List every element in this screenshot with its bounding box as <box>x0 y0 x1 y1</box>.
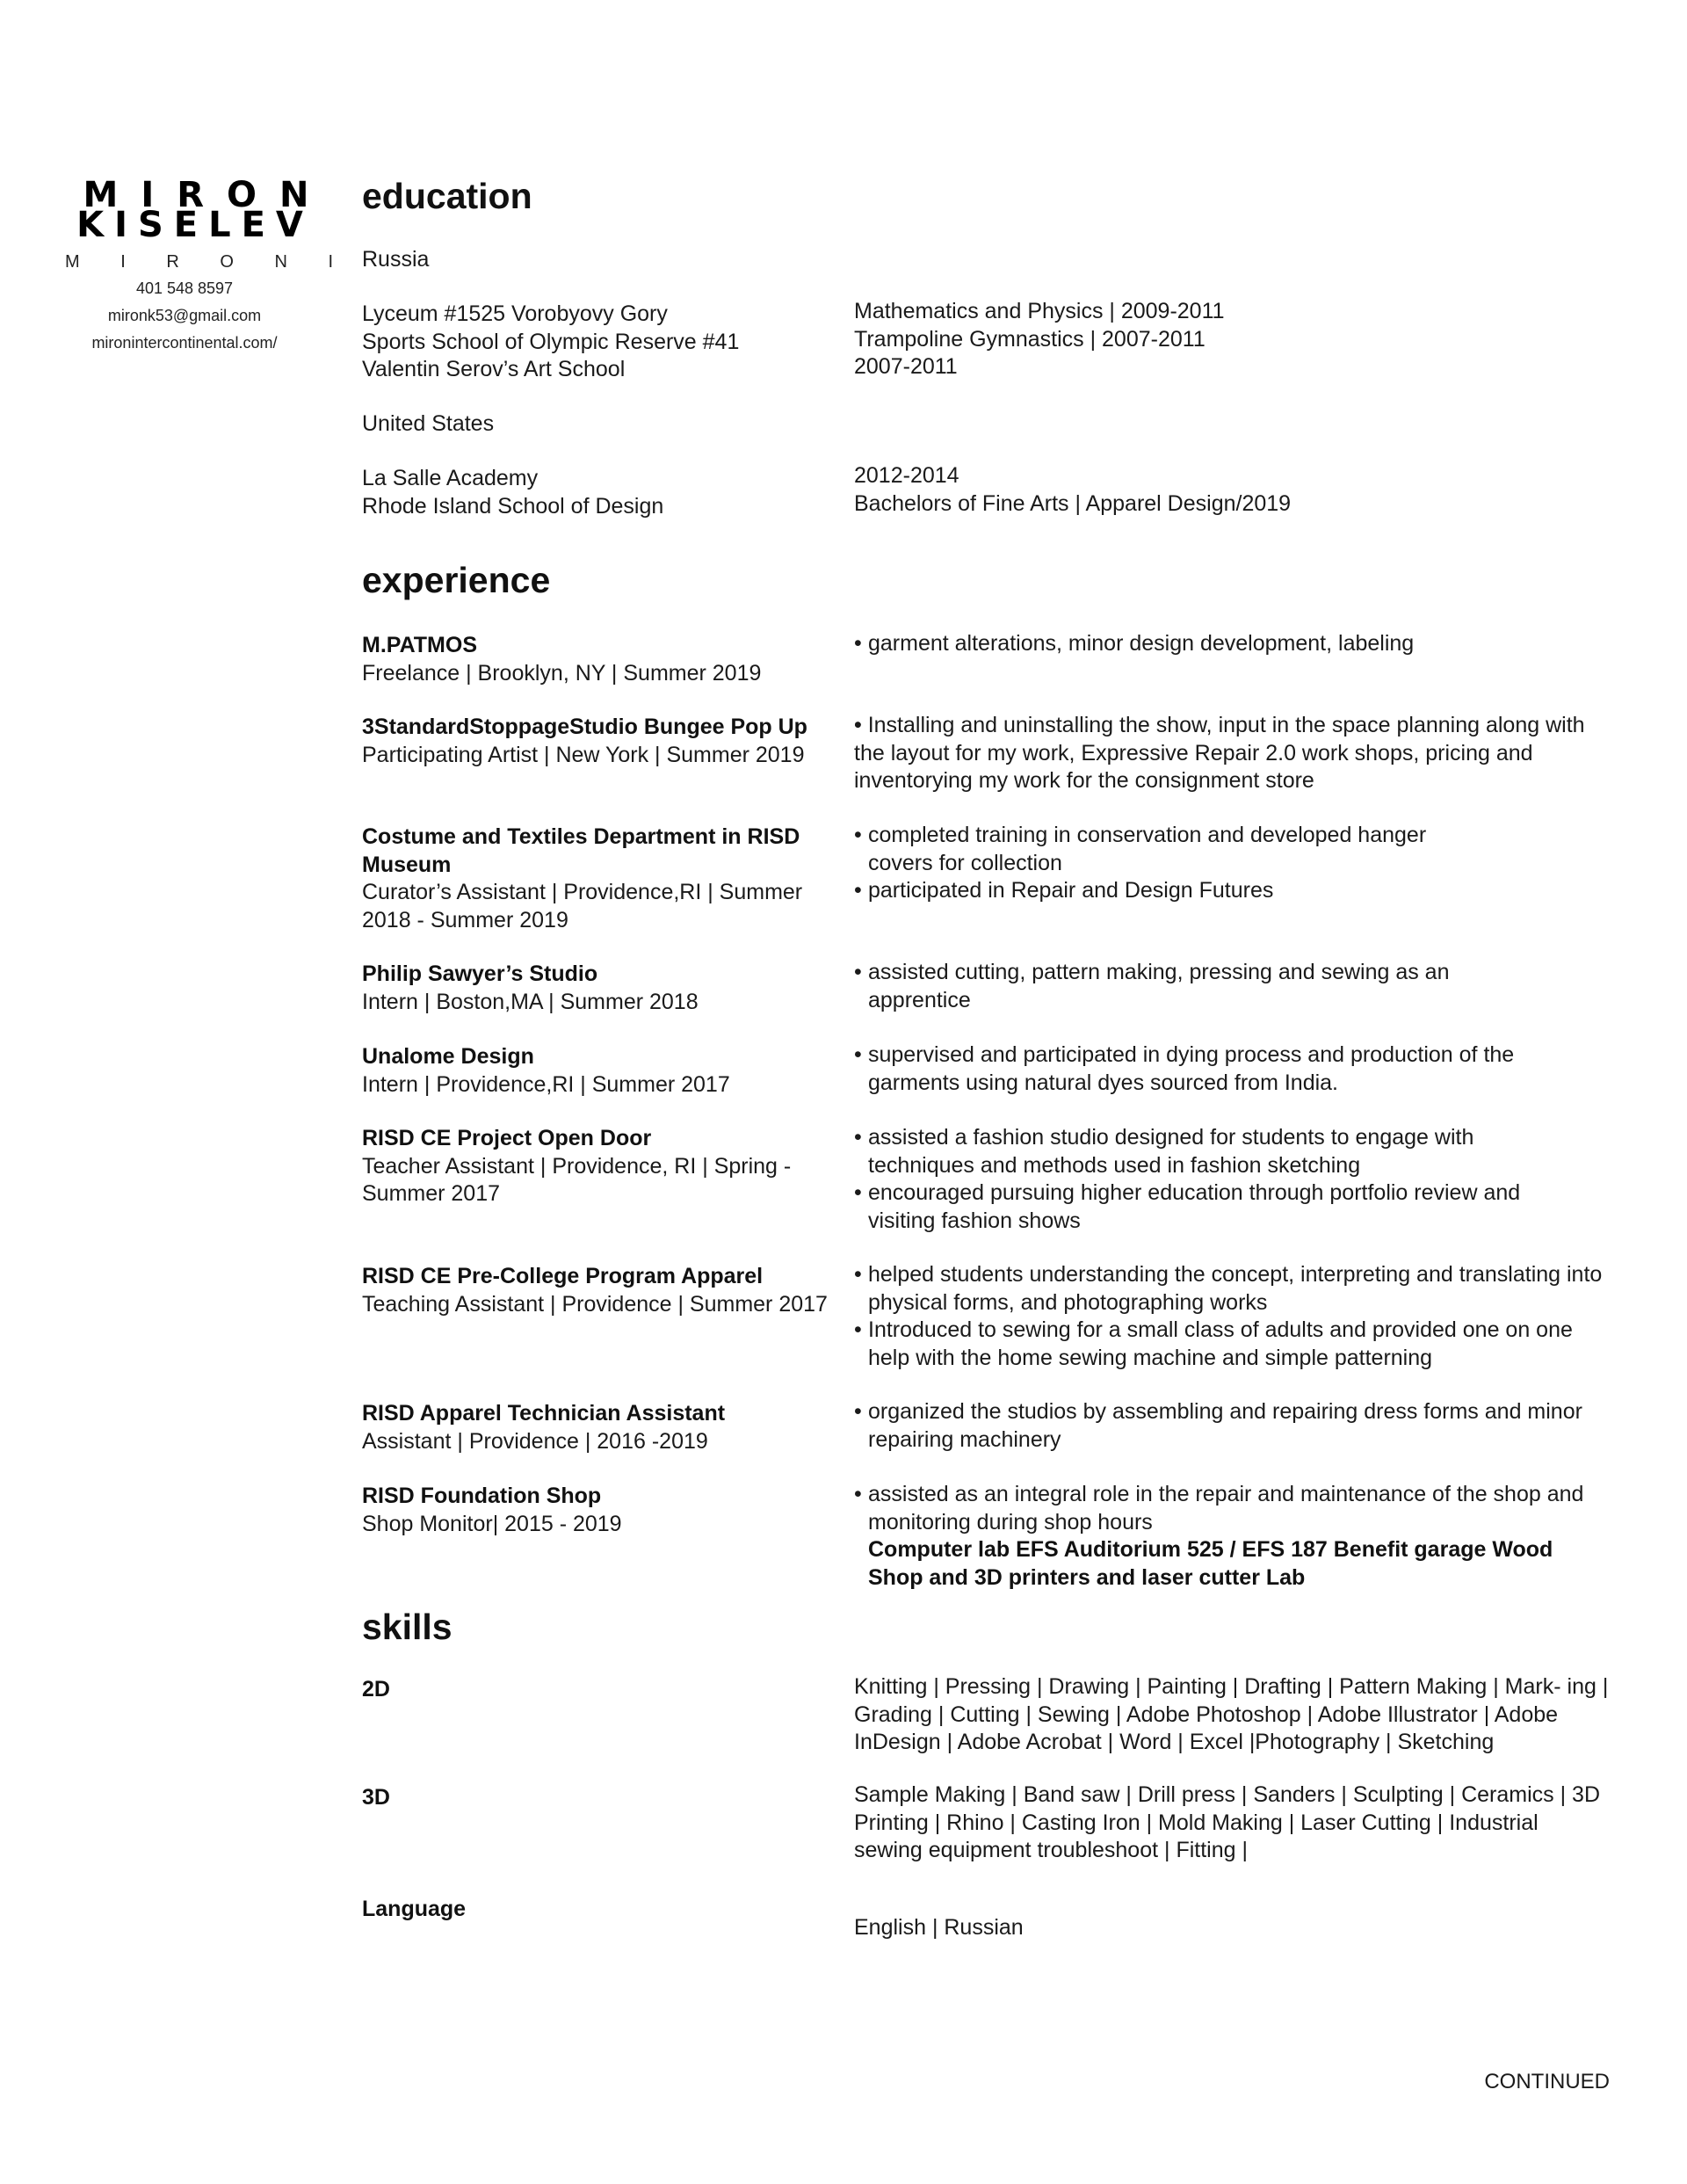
skill-label-language: Language <box>362 1897 467 1921</box>
skill-label-3d: 3D <box>362 1785 390 1810</box>
duty-bullet: • completed training in conservation and developed hanger covers for collection <box>854 822 1469 877</box>
section-title-skills: skills <box>362 1607 453 1647</box>
experience-role: Teacher Assistant | Providence, RI | Spring - Summer 2017 <box>362 1153 792 1206</box>
experience-duties <box>854 1481 1610 1592</box>
experience-org: Costume and Textiles Department in RISD Museum <box>362 824 800 877</box>
alias-letter: R <box>166 252 179 272</box>
experience-role: Intern | Boston,MA | Summer 2018 <box>362 989 699 1014</box>
experience-entry <box>362 1125 836 1208</box>
experience-duties <box>854 959 1469 1014</box>
email-link[interactable]: mironk53@gmail.com <box>107 307 262 324</box>
bullet-text: • Installing and uninstalling the show, input in the space planning along with the layout for my work, Expressive Repair 2.0 work shops, pricing and inventorying my work for the consignment store <box>854 713 1585 793</box>
skill-label-2d: 2D <box>362 1677 390 1701</box>
experience-role: Participating Artist | New York | Summer 2019 <box>362 742 805 767</box>
experience-org: RISD Foundation Shop <box>362 1484 602 1508</box>
experience-duties <box>854 712 1618 795</box>
school-detail: Bachelors of Fine Arts | Apparel Design/2019 <box>854 490 1292 516</box>
experience-entry <box>362 824 836 934</box>
duty-bullet: • supervised and participated in dying process and production of the garments using natural dyes sourced from India. <box>854 1041 1575 1097</box>
experience-role: Shop Monitor| 2015 - 2019 <box>362 1511 622 1536</box>
section-title-education: education <box>362 176 532 216</box>
experience-duties <box>854 1124 1575 1235</box>
school-detail: 2007-2011 <box>854 354 958 379</box>
experience-entry <box>362 632 836 687</box>
experience-duties <box>854 822 1469 905</box>
continued-label: CONTINUED <box>1484 2070 1610 2093</box>
duty-bullet: • assisted a fashion studio designed for students to engage with techniques and methods used in fashion sketching <box>854 1124 1575 1179</box>
experience-entry <box>362 1263 836 1318</box>
school-detail: Trampoline Gymnastics | 2007-2011 <box>854 326 1206 352</box>
experience-org: Unalome Design <box>362 1044 534 1069</box>
school-name: Valentin Serov’s Art School <box>362 357 626 381</box>
experience-role: Assistant | Providence | 2016 -2019 <box>362 1428 708 1454</box>
school-detail: 2012-2014 <box>854 463 959 488</box>
duty-bullet: • garment alterations, minor design development, labeling <box>854 630 1618 658</box>
alias-letter: N <box>274 252 287 272</box>
experience-entry <box>362 714 836 769</box>
school-name: Sports School of Olympic Reserve #41 <box>362 329 740 354</box>
experience-entry <box>362 1400 836 1455</box>
duty-bullet: • organized the studios by assembling and repairing dress forms and minor repairing machinery <box>854 1398 1610 1454</box>
name-last: KISELEV <box>76 205 314 245</box>
duty-bullet: • Introduced to sewing for a small class of adults and provided one on one help with the home sewing machine and simple patterning <box>854 1317 1610 1372</box>
duty-bullet: • helped students understanding the concept, interpreting and translating into physical forms, and photographing works <box>854 1261 1610 1317</box>
experience-org: M.PATMOS <box>362 633 478 657</box>
school-name: Rhode Island School of Design <box>362 493 664 519</box>
experience-role: Freelance | Brooklyn, NY | Summer 2019 <box>362 660 762 686</box>
phone-number: 401 548 8597 <box>135 279 234 297</box>
skill-value-language: English | Russian <box>854 1915 1024 1940</box>
name-first: MIRON <box>83 175 332 215</box>
section-title-experience: experience <box>362 560 551 600</box>
skill-value-3d: Sample Making | Band saw | Drill press | Sanders | Sculpting | Ceramics | 3D Printing | Rhino | Casting Iron | Mold Making | Laser Cutting | Industrial sewing equipment troubleshoot | Fitting | <box>854 1782 1601 1862</box>
duty-bullet: • assisted as an integral role in the repair and maintenance of the shop and monitoring during shop hours <box>854 1481 1610 1536</box>
experience-entry <box>362 1043 836 1099</box>
duty-bullet: • assisted cutting, pattern making, pressing and sewing as an apprentice <box>854 959 1469 1014</box>
education-details <box>854 298 1618 381</box>
experience-duties <box>854 1261 1610 1372</box>
website-link[interactable]: mironintercontinental.com/ <box>91 334 278 352</box>
education-region-russia: Russia <box>362 247 430 272</box>
experience-org: RISD CE Project Open Door <box>362 1126 652 1150</box>
experience-duties <box>854 1041 1575 1097</box>
experience-org: RISD CE Pre-College Program Apparel <box>362 1264 764 1288</box>
experience-org: RISD Apparel Technician Assistant <box>362 1401 726 1426</box>
alias-letter: I <box>120 252 126 272</box>
education-school <box>362 301 836 384</box>
education-region-us: United States <box>362 411 495 436</box>
duty-bullet: • encouraged pursuing higher education through portfolio review and visiting fashion shows <box>854 1179 1575 1235</box>
alias-letter: I <box>328 252 333 272</box>
experience-role: Teaching Assistant | Providence | Summer 2017 <box>362 1291 828 1317</box>
education-details <box>854 462 1618 518</box>
experience-duties <box>854 630 1618 658</box>
experience-org: Philip Sawyer’s Studio <box>362 961 598 986</box>
experience-role: Intern | Providence,RI | Summer 2017 <box>362 1071 730 1097</box>
experience-entry <box>362 1483 836 1538</box>
experience-duties <box>854 1398 1610 1454</box>
duty-bullet <box>854 712 1618 795</box>
experience-entry <box>362 961 836 1016</box>
alias-letter: O <box>220 252 234 272</box>
school-name: La Salle Academy <box>362 466 539 490</box>
school-detail: Mathematics and Physics | 2009-2011 <box>854 299 1225 323</box>
school-name: Lyceum #1525 Vorobyovy Gory <box>362 301 668 326</box>
experience-role: Curator’s Assistant | Providence,RI | Summer 2018 - Summer 2019 <box>362 880 803 932</box>
facilities-list: Computer lab EFS Auditorium 525 / EFS 187 Benefit garage Wood Shop and 3D printers and laser cutter Lab <box>868 1537 1553 1590</box>
skill-value-2d: Knitting | Pressing | Drawing | Painting | Drafting | Pattern Making | Mark- ing | Grading | Cutting | Sewing | Adobe Photoshop | Adobe Illustrator | Adobe InDesign | Adobe Acrobat | Word | Excel |Photography | Sketching <box>854 1674 1609 1754</box>
duty-bullet: • participated in Repair and Design Futures <box>854 877 1469 905</box>
alias-letter: M <box>65 252 80 272</box>
experience-org: 3StandardStoppageStudio Bungee Pop Up <box>362 715 807 739</box>
education-school <box>362 465 836 520</box>
alias-row <box>65 252 333 272</box>
